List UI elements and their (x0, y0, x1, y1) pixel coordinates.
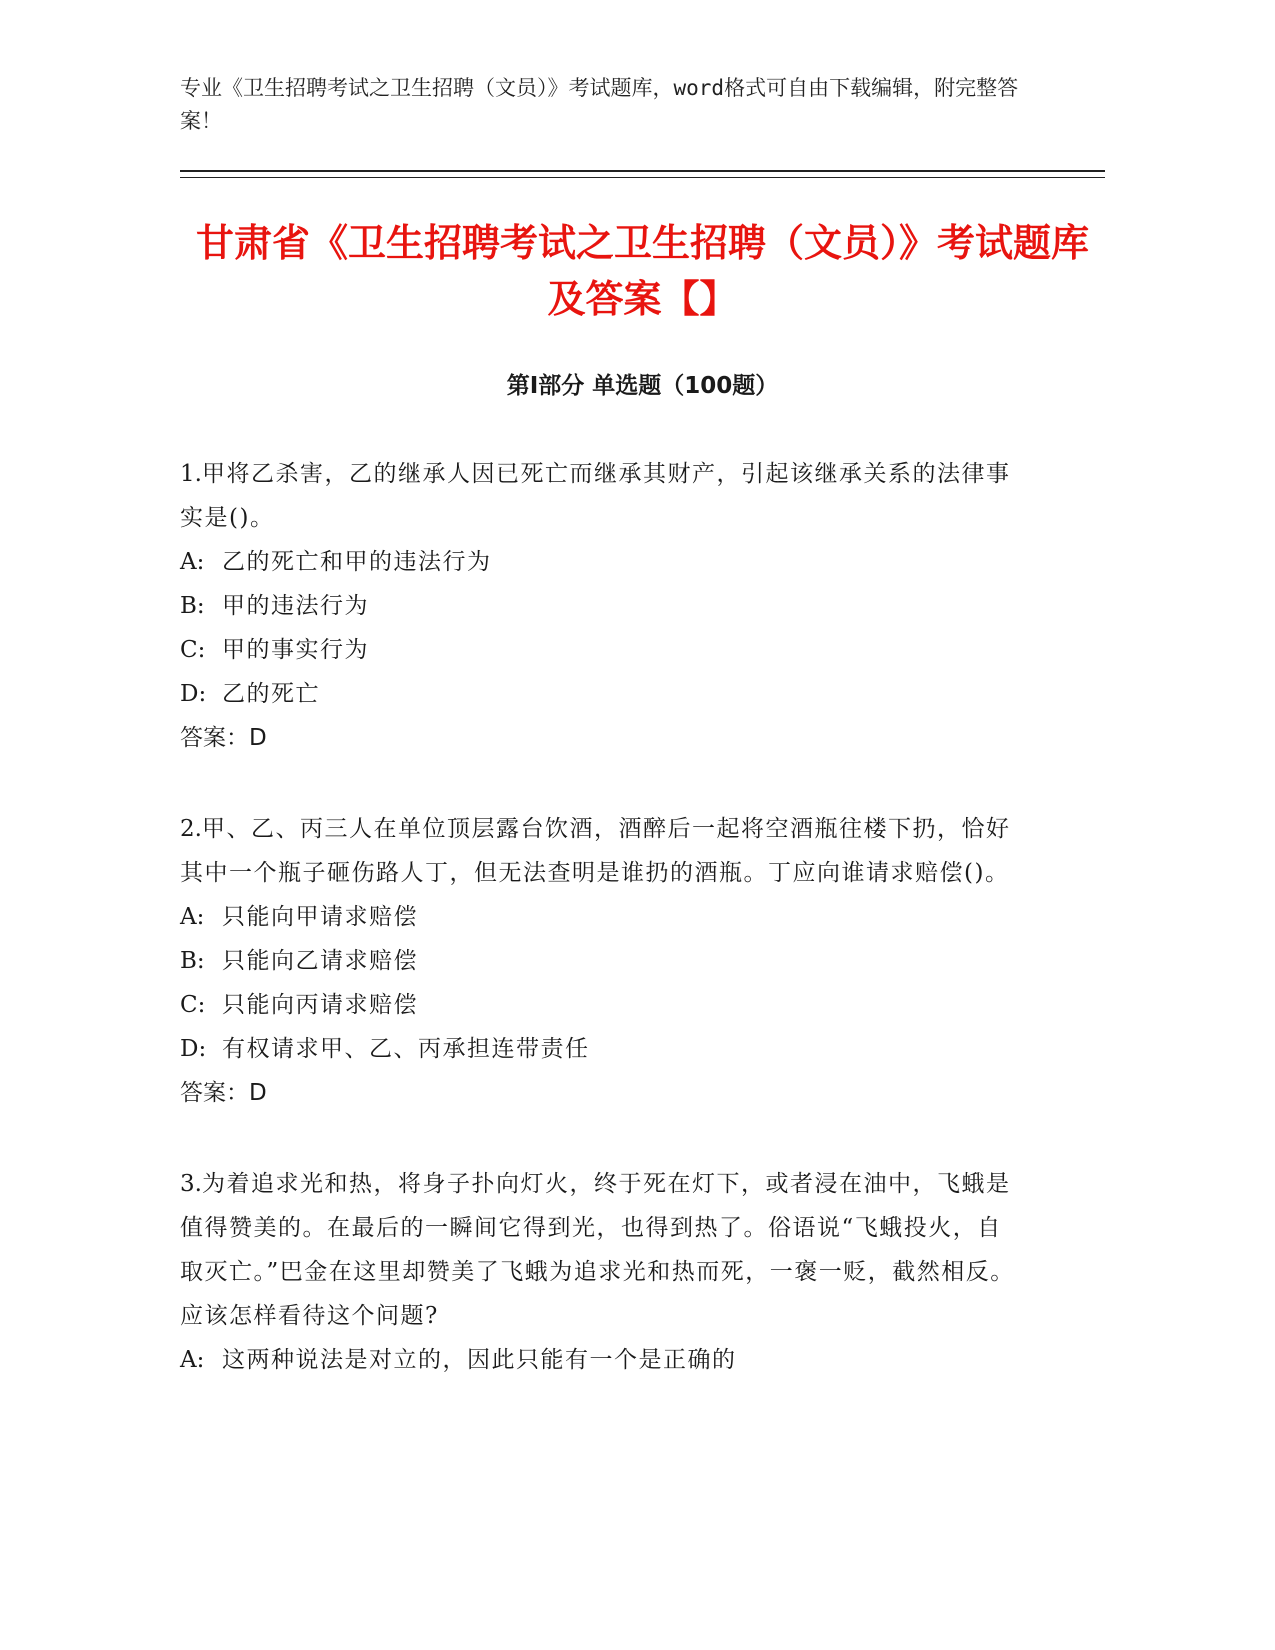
option-text: 只能向乙请求赔偿 (222, 948, 418, 974)
question-3-number: 3. (180, 1171, 202, 1197)
option-key: D: (180, 681, 207, 707)
section-heading: 第Ⅰ部分 单选题（100题） (506, 373, 779, 399)
question-2-option-a (180, 895, 1015, 939)
question-2-text: 甲、乙、丙三人在单位顶层露台饮酒，酒醉后一起将空酒瓶往楼下扔，恰好其中一个瓶子砸伤路人丁，但无法查明是谁扔的酒瓶。丁应向谁请求赔偿()。 (180, 816, 1011, 886)
option-key: A: (180, 904, 205, 930)
option-text: 这两种说法是对立的，因此只能有一个是正确的 (222, 1347, 737, 1373)
question-3-stem (180, 1162, 1015, 1338)
option-text: 乙的死亡和甲的违法行为 (222, 549, 492, 575)
question-2 (180, 807, 1015, 1115)
option-key: D: (180, 1036, 207, 1062)
option-text: 甲的违法行为 (222, 593, 369, 619)
option-text: 乙的死亡 (222, 681, 320, 707)
option-key: C: (180, 637, 206, 663)
option-text: 有权请求甲、乙、丙承担连带责任 (222, 1036, 590, 1062)
question-1-text: 甲将乙杀害，乙的继承人因已死亡而继承其财产，引起该继承关系的法律事实是()。 (180, 461, 1011, 531)
option-key: A: (180, 549, 205, 575)
question-2-number: 2. (180, 816, 202, 842)
header-rule-thick (180, 170, 1105, 172)
document-header-note: 专业《卫生招聘考试之卫生招聘（文员）》考试题库，word格式可自由下载编辑，附完整答案！ (180, 76, 1019, 133)
question-2-answer: 答案：D (180, 1080, 267, 1106)
question-1 (180, 452, 1015, 760)
option-key: C: (180, 992, 206, 1018)
question-1-option-c (180, 628, 1015, 672)
option-text: 甲的事实行为 (222, 637, 369, 663)
question-1-answer: 答案：D (180, 725, 267, 751)
question-3-text: 为着追求光和热，将身子扑向灯火，终于死在灯下，或者浸在油中，飞蛾是值得赞美的。在最后的一瞬间它得到光，也得到热了。俗语说“飞蛾投火，自取灭亡。”巴金在这里却赞美了飞蛾为追求光和热而死，一褒一贬，截然相反。应该怎样看待这个问题? (180, 1171, 1015, 1329)
question-1-option-a (180, 540, 1015, 584)
question-1-number: 1. (180, 461, 202, 487)
question-1-option-d (180, 672, 1015, 716)
document-title: 甘肃省《卫生招聘考试之卫生招聘（文员）》考试题库及答案【】 (195, 221, 1089, 321)
option-text: 只能向甲请求赔偿 (222, 904, 418, 930)
option-key: B: (180, 593, 205, 619)
question-3 (180, 1162, 1015, 1382)
option-key: A: (180, 1347, 205, 1373)
question-1-option-b (180, 584, 1015, 628)
question-2-option-b (180, 939, 1015, 983)
question-2-option-d (180, 1027, 1015, 1071)
option-key: B: (180, 948, 205, 974)
question-list (180, 452, 1015, 1429)
option-text: 只能向丙请求赔偿 (222, 992, 418, 1018)
question-2-option-c (180, 983, 1015, 1027)
question-1-stem (180, 452, 1015, 540)
header-rule-thin (180, 177, 1105, 178)
question-3-option-a (180, 1338, 1015, 1382)
question-2-stem (180, 807, 1015, 895)
